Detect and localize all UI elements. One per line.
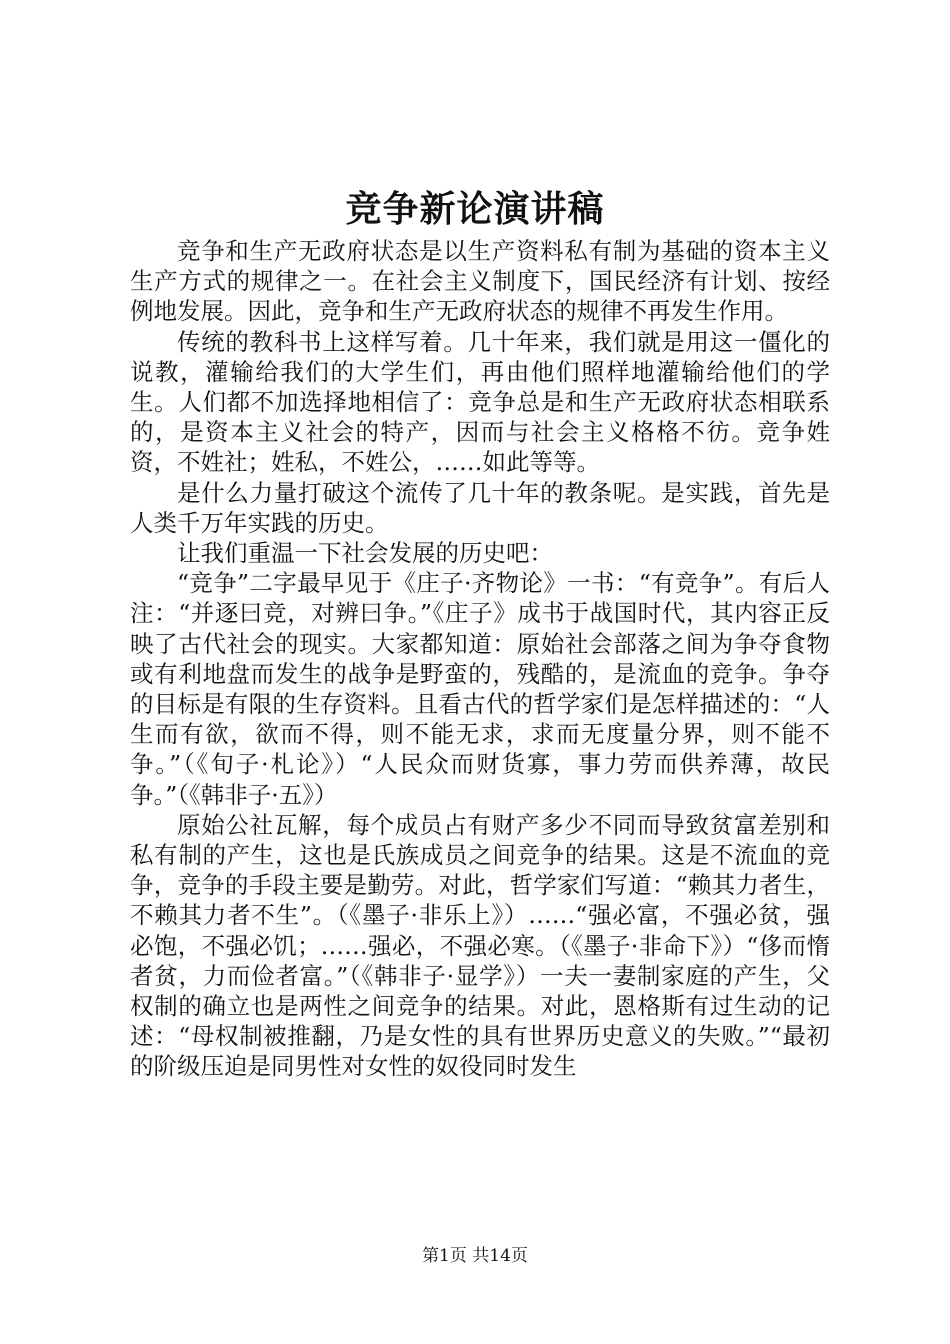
- paragraph: 传统的教科书上这样写着。几十年来，我们就是用这一僵化的说教，灌输给我们的大学生们，再由他们照样地灌输给他们的学生。人们都不加选择地相信了：竞争总是和生产无政府状态相联系的，是资本主义社会的特产，因而与社会主义格格不彷。竞争姓资，不姓社；姓私，不姓公，……如此等等。: [130, 327, 830, 477]
- document-title: 竞争新论演讲稿: [345, 188, 605, 230]
- paragraph: 原始公社瓦解，每个成员占有财产多少不同而导致贫富差别和私有制的产生，这也是氏族成员之间竞争的结果。这是不流血的竞争，竞争的手段主要是勤劳。对此，哲学家们写道：“赖其力者生，不赖其力者不生”。（《墨子·非乐上》）……“强必富，不强必贫，强必饱，不强必饥；……强必，不强必寒。（《墨子·非命下》）“侈而惰者贫，力而俭者富。”（《韩非子·显学》）一夫一妻制家庭的产生，父权制的确立也是两性之间竞争的结果。对此，恩格斯有过生动的记述：“母权制被推翻，乃是女性的具有世界历史意义的失败。”“最初的阶级压迫是同男性对女性的奴役同时发生: [130, 810, 830, 1081]
- page-number-footer: 第1页 共14页: [422, 1246, 528, 1266]
- paragraph: 竞争和生产无政府状态是以生产资料私有制为基础的资本主义生产方式的规律之一。在社会主义制度下，国民经济有计划、按经例地发展。因此，竞争和生产无政府状态的规律不再发生作用。: [130, 237, 830, 326]
- paragraph: “竞争”二字最早见于《庄子·齐物论》一书：“有竞争”。有后人注：“并逐曰竞，对辨曰争。”《庄子》成书于战国时代，其内容正反映了古代社会的现实。大家都知道：原始社会部落之间为争夺食物或有利地盘而发生的战争是野蛮的，残酷的，是流血的竞争。争夺的目标是有限的生存资料。且看古代的哲学家们是怎样描述的：“人生而有欲，欲而不得，则不能无求，求而无度量分界，则不能不争。”（《旬子·札论》）“人民众而财货寡，事力劳而供养薄，故民争。”（《韩非子·五》）: [130, 569, 830, 809]
- document-body: [130, 236, 830, 1082]
- paragraph: 是什么力量打破这个流传了几十年的教条呢。是实践，首先是人类千万年实践的历史。: [130, 478, 830, 537]
- paragraph: 让我们重温一下社会发展的历史吧：: [177, 539, 553, 568]
